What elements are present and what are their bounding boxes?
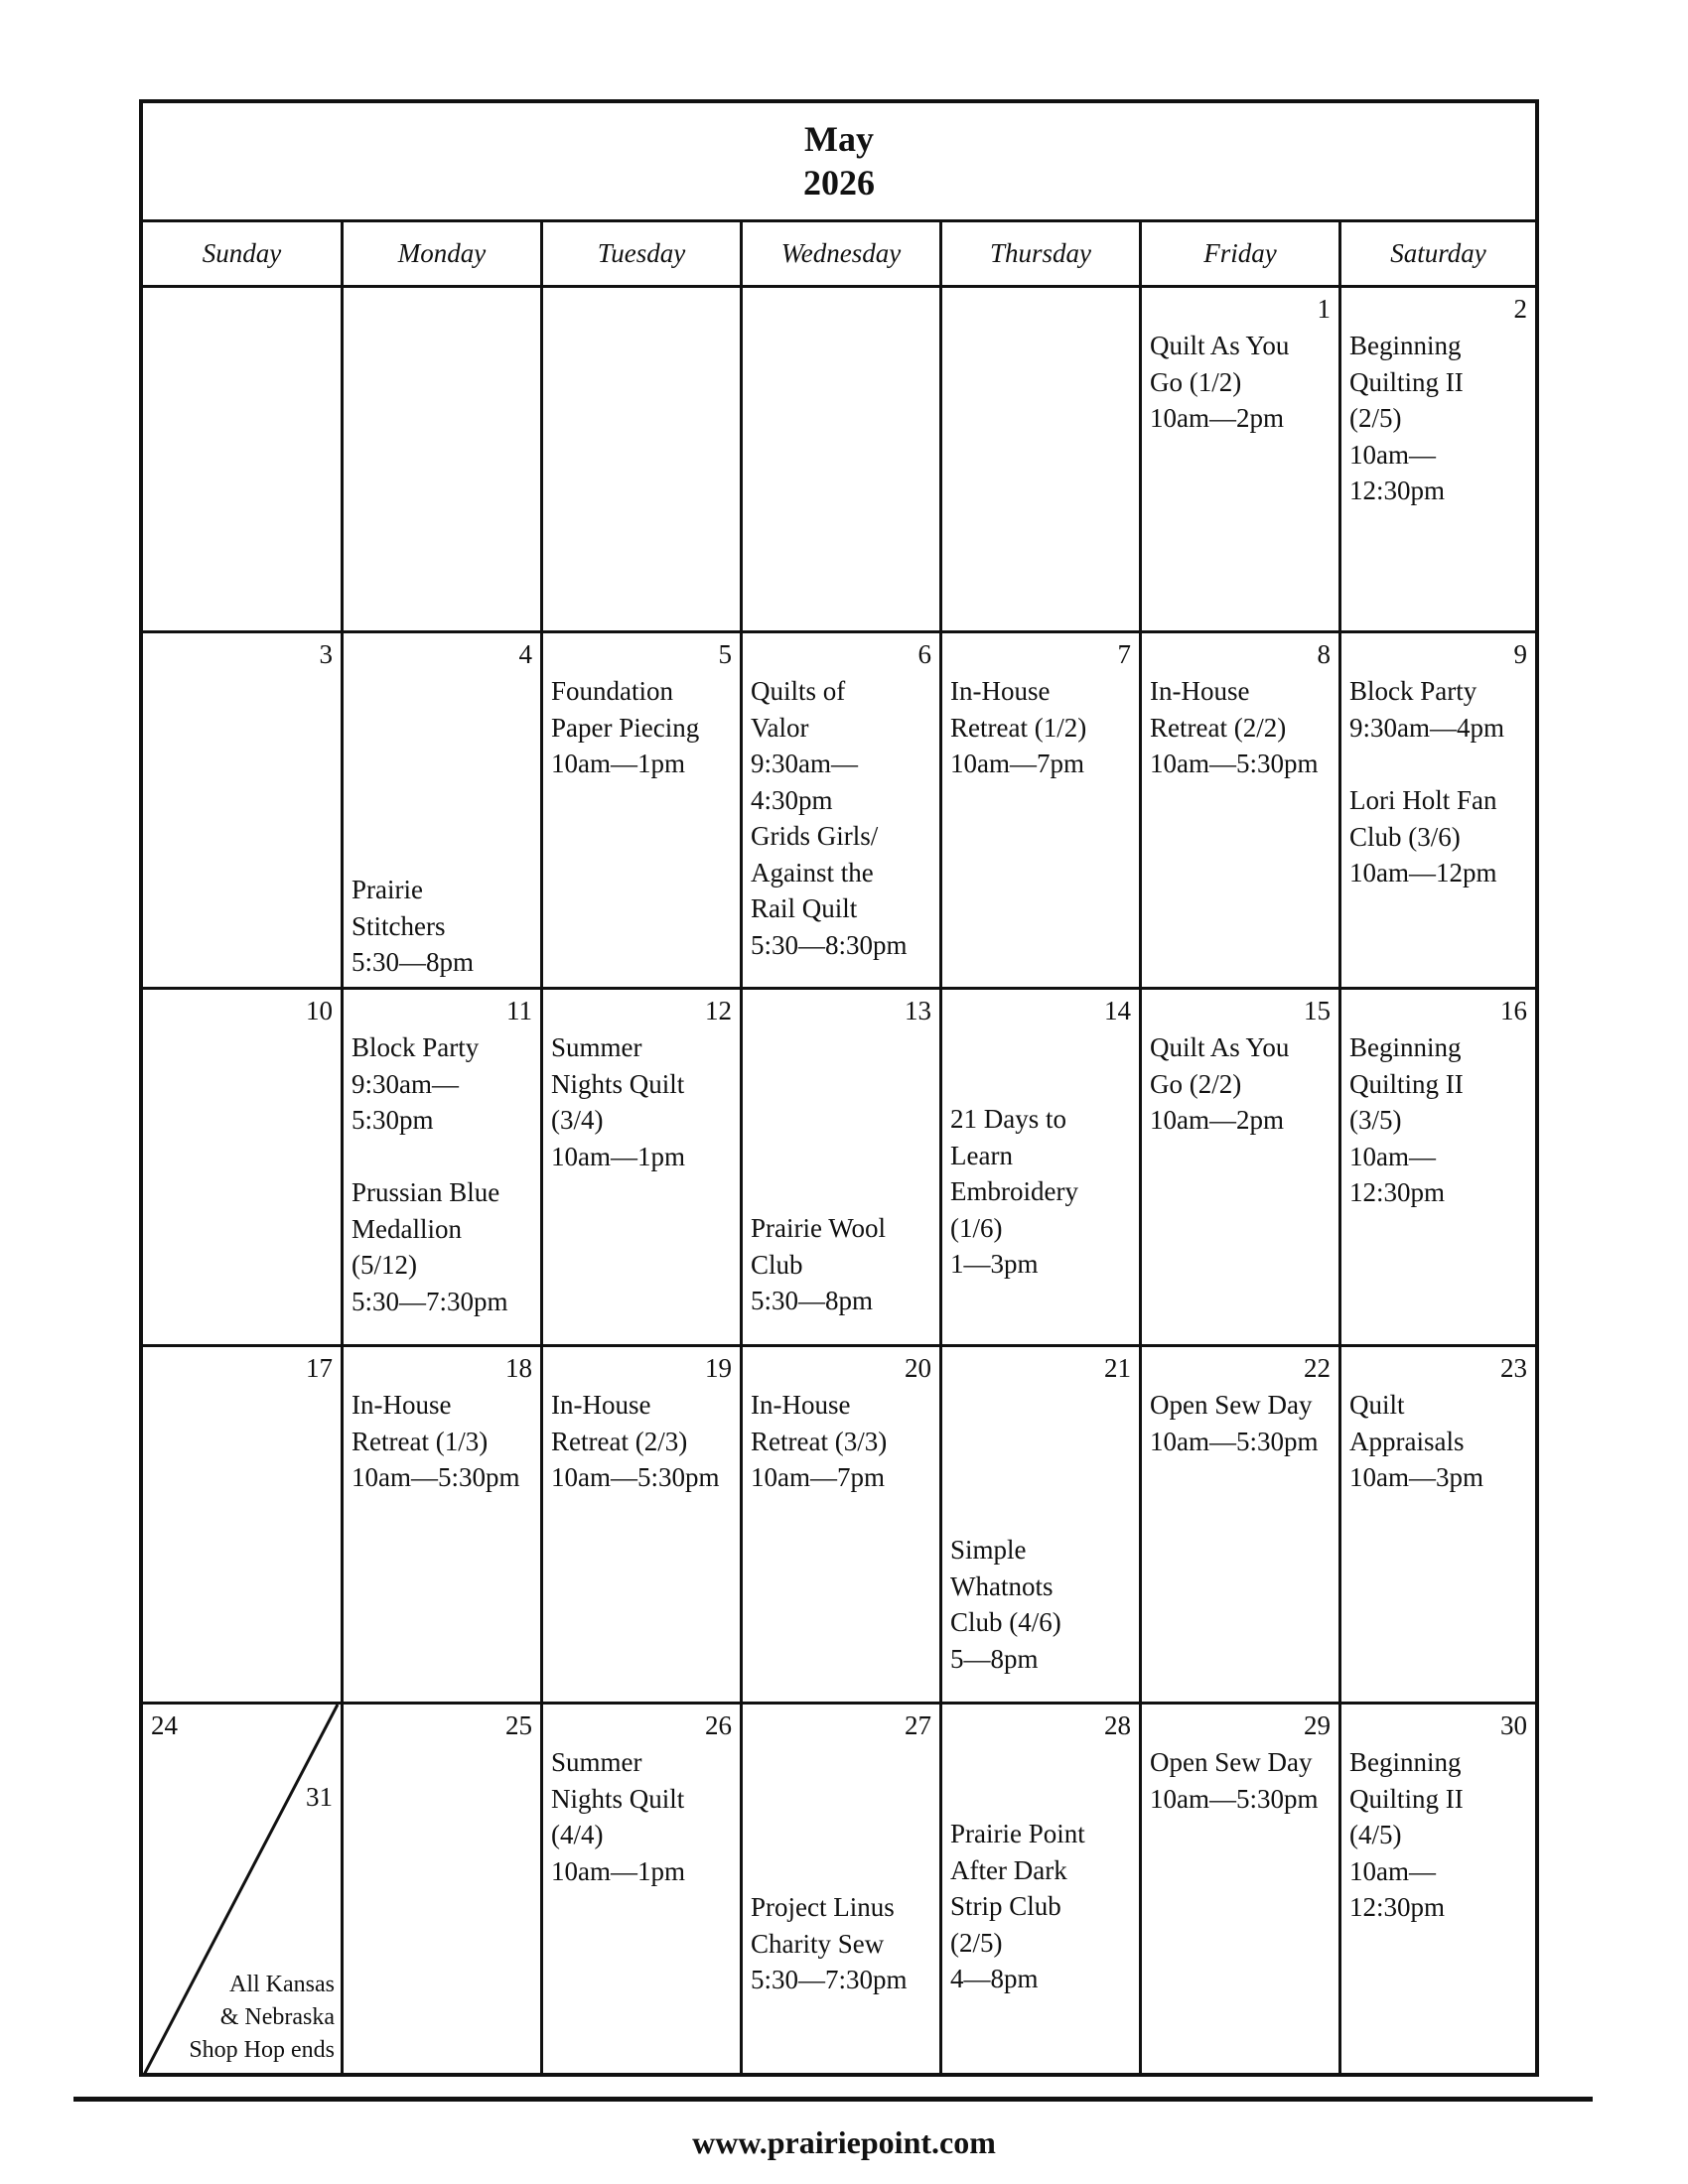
day-cell (1142, 288, 1338, 630)
day-number: 4 (518, 639, 532, 669)
website-url[interactable]: www.prairiepoint.com (692, 2124, 996, 2160)
day-cell (344, 990, 540, 1344)
event-entry: Prairie Point After Dark Strip Club (2/5) 4—8pm (950, 1819, 1085, 1993)
day-cell (1341, 990, 1535, 1344)
event-entry: Quilt Appraisals 10am—3pm (1349, 1390, 1483, 1492)
day-cell (1341, 1347, 1535, 1702)
day-number: 7 (1117, 639, 1131, 669)
day-cell (743, 1347, 939, 1702)
event-entry: 21 Days to Learn Embroidery (1/6) 1—3pm (950, 1104, 1078, 1279)
day-cell (143, 1347, 341, 1702)
calendar-header (143, 103, 1535, 222)
day-cell (942, 1347, 1139, 1702)
weekday-thursday: Thursday (989, 238, 1091, 268)
event-entry: In-House Retreat (2/3) 10am—5:30pm (551, 1390, 720, 1492)
day-number: 18 (505, 1353, 532, 1383)
event-entry: Foundation Paper Piecing 10am—1pm (551, 676, 700, 778)
event-entry: Prairie Stitchers 5:30—8pm (352, 875, 475, 977)
day-number: 16 (1500, 996, 1527, 1025)
day-cell (344, 633, 540, 987)
day-number: 26 (705, 1710, 732, 1740)
day-cell (543, 990, 740, 1344)
day-number: 20 (905, 1353, 931, 1383)
day-number: 19 (705, 1353, 732, 1383)
day-number: 2 (1513, 294, 1527, 324)
event-entry: In-House Retreat (1/3) 10am—5:30pm (352, 1390, 520, 1492)
event-entry: Block Party 9:30am— 5:30pm (352, 1032, 480, 1135)
day-number: 17 (306, 1353, 333, 1383)
event-entry: Quilt As You Go (2/2) 10am—2pm (1150, 1032, 1290, 1135)
event-entry: Prairie Wool Club 5:30—8pm (751, 1213, 887, 1315)
footer-divider (73, 2097, 1593, 2102)
split-day-cell (143, 1705, 341, 2077)
day-number: 27 (905, 1710, 931, 1740)
event-entry: Block Party 9:30am—4pm (1349, 676, 1504, 743)
weekday-wednesday: Wednesday (780, 238, 902, 268)
day-number: 23 (1500, 1353, 1527, 1383)
weekday-saturday: Saturday (1390, 238, 1486, 268)
day-number: 13 (905, 996, 931, 1025)
day-number: 3 (319, 639, 333, 669)
year-title: 2026 (803, 163, 875, 203)
day-number: 14 (1104, 996, 1131, 1025)
day-cell (143, 990, 341, 1344)
event-entry: Project Linus Charity Sew 5:30—7:30pm (751, 1892, 908, 1994)
day-number: 21 (1104, 1353, 1131, 1383)
day-cell (1142, 1347, 1338, 1702)
day-number: 28 (1104, 1710, 1131, 1740)
event-entry: All Kansas & Nebraska Shop Hop ends (189, 1972, 335, 2063)
day-cell (543, 1347, 740, 1702)
event-entry: Prussian Blue Medallion (5/12) 5:30—7:30pm (352, 1177, 508, 1316)
event-entry: Beginning Quilting II (4/5) 10am— 12:30pm (1349, 1747, 1464, 1922)
weekday-friday: Friday (1203, 238, 1277, 268)
day-cell (942, 990, 1139, 1344)
day-number: 5 (718, 639, 732, 669)
day-number: 15 (1304, 996, 1331, 1025)
day-number: 25 (505, 1710, 532, 1740)
day-cell (743, 1705, 939, 2077)
day-number: 12 (705, 996, 732, 1025)
event-entry: Beginning Quilting II (3/5) 10am— 12:30pm (1349, 1032, 1464, 1207)
event-entry: Simple Whatnots Club (4/6) 5—8pm (950, 1535, 1061, 1674)
day-number: 9 (1513, 639, 1527, 669)
event-entry: In-House Retreat (3/3) 10am—7pm (751, 1390, 888, 1492)
event-entry: Grids Girls/ Against the Rail Quilt 5:30—8:30pm (751, 821, 908, 960)
day-number: 8 (1317, 639, 1331, 669)
event-entry: Summer Nights Quilt (4/4) 10am—1pm (551, 1747, 685, 1886)
day-number: 30 (1500, 1710, 1527, 1740)
weekday-header-row (143, 222, 1535, 288)
day-number: 1 (1317, 294, 1331, 324)
day-cell (1341, 288, 1535, 630)
day-cell (942, 1705, 1139, 2077)
event-entry: Open Sew Day 10am—5:30pm (1150, 1747, 1319, 1814)
day-number: 11 (506, 996, 532, 1025)
calendar-grid (139, 99, 1539, 2077)
day-number: 31 (306, 1782, 333, 1812)
event-entry: Quilts of Valor 9:30am— 4:30pm (751, 676, 858, 815)
day-number: 24 (151, 1710, 178, 1740)
weekday-tuesday: Tuesday (597, 238, 686, 268)
day-cell (942, 633, 1139, 987)
day-cell (1142, 1705, 1338, 2077)
day-cell (743, 990, 939, 1344)
day-cell (143, 633, 341, 987)
event-entry: Lori Holt Fan Club (3/6) 10am—12pm (1349, 785, 1497, 887)
day-cell (543, 1705, 740, 2077)
day-cell (1341, 1705, 1535, 2077)
day-number: 6 (917, 639, 931, 669)
day-cell (743, 633, 939, 987)
day-number: 22 (1304, 1353, 1331, 1383)
day-cell (344, 1347, 540, 1702)
event-entry: In-House Retreat (2/2) 10am—5:30pm (1150, 676, 1319, 778)
event-entry: Open Sew Day 10am—5:30pm (1150, 1390, 1319, 1456)
event-entry: In-House Retreat (1/2) 10am—7pm (950, 676, 1087, 778)
weekday-monday: Monday (397, 238, 487, 268)
day-cell (344, 1705, 540, 2077)
day-cell (1142, 633, 1338, 987)
event-entry: Summer Nights Quilt (3/4) 10am—1pm (551, 1032, 685, 1171)
day-number: 29 (1304, 1710, 1331, 1740)
month-title: May (804, 119, 874, 159)
weekday-sunday: Sunday (202, 238, 282, 268)
day-cell (1341, 633, 1535, 987)
event-entry: Quilt As You Go (1/2) 10am—2pm (1150, 331, 1290, 433)
day-number: 10 (306, 996, 333, 1025)
event-entry: Beginning Quilting II (2/5) 10am— 12:30pm (1349, 331, 1464, 505)
day-cell (1142, 990, 1338, 1344)
day-cell (543, 633, 740, 987)
